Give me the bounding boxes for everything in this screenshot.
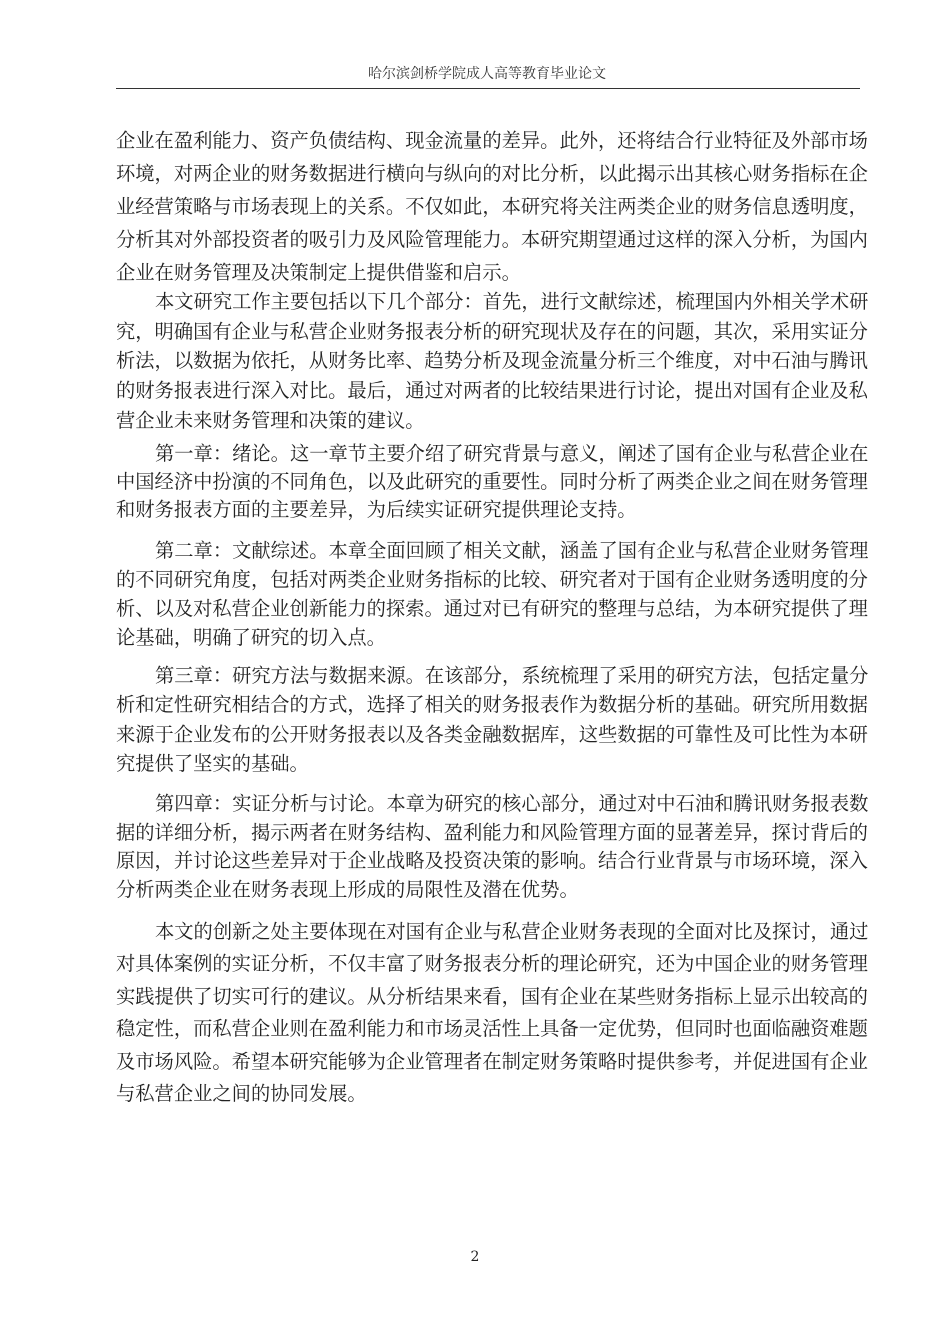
text-line: 第三章：研究方法与数据来源。在该部分，系统梳理了采用的研究方法，包括定量分 [155,664,869,687]
text-line: 及市场风险。希望本研究能够为企业管理者在制定财务策略时提供参考，并促进国有企业 [116,1049,868,1073]
text-line: 和财务报表方面的主要差异，为后续实证研究提供理论支持。 [116,498,637,521]
paragraph [116,661,869,778]
text-line: 究提供了坚实的基础。 [116,751,309,775]
text-line: 第二章：文献综述。本章全面回顾了相关文献，涵盖了国有企业与私营企业财务管理 [155,538,869,562]
text-line: 第四章：实证分析与讨论。本章为研究的核心部分，通过对中石油和腾讯财务报表数 [155,792,869,815]
text-line: 究，明确国有企业与私营企业财务报表分析的研究现状及存在的问题，其次，采用实证分 [116,319,868,343]
text-line: 分析其对外部投资者的吸引力及风险管理能力。本研究期望通过这样的深入分析，为国内 [116,227,868,251]
text-line: 的不同研究角度，包括对两类企业财务指标的比较、研究者对于国有企业财务透明度的分 [116,567,868,591]
text-line: 论基础，明确了研究的切入点。 [116,625,386,649]
header-rule [116,88,860,89]
text-line: 与私营企业之间的协同发展。 [116,1082,367,1106]
text-line: 来源于企业发布的公开财务报表以及各类金融数据库，这些数据的可靠性及可比性为本研 [116,722,868,746]
text-line: 中国经济中扮演的不同角色，以及此研究的重要性。同时分析了两类企业之间在财务管理 [116,470,868,493]
paragraph [116,916,869,1110]
text-line: 稳定性，而私营企业则在盈利能力和市场灵活性上具备一定优势，但同时也面临融资难题 [116,1017,868,1041]
text-line: 对具体案例的实证分析，不仅丰富了财务报表分析的理论研究，还为中国企业的财务管理 [116,952,868,976]
text-line: 析、以及对私营企业创新能力的探索。通过对已有研究的整理与总结，为本研究提供了理 [116,596,868,620]
text-line: 企业在盈利能力、资产负债结构、现金流量的差异。此外，还将结合行业特征及外部市场 [116,128,868,152]
text-line: 据的详细分析，揭示两者在财务结构、盈利能力和风险管理方面的显著差异，探讨背后的 [116,820,868,844]
text-line: 析和定性研究相结合的方式，选择了相关的财务报表作为数据分析的基础。研究所用数据 [116,693,868,717]
paragraph [116,440,869,524]
paragraph [116,790,869,905]
text-line: 第一章：绪论。这一章节主要介绍了研究背景与意义，阐述了国有企业与私营企业在 [155,442,869,465]
text-line: 营企业未来财务管理和决策的建议。 [116,408,425,432]
text-line: 环境，对两企业的财务数据进行横向与纵向的对比分析，以此揭示出其核心财务指标在企 [116,161,868,185]
text-line: 分析两类企业在财务表现上形成的局限性及潜在优势。 [116,878,579,902]
text-line: 实践提供了切实可行的建议。从分析结果来看，国有企业在某些财务指标上显示出较高的 [116,984,868,1008]
paragraph [116,124,868,289]
text-line: 析法，以数据为依托，从财务比率、趋势分析及现金流量分析三个维度，对中石油与腾讯 [116,349,868,373]
paragraph [116,536,869,652]
page-number: 2 [470,1249,480,1265]
text-line: 企业在财务管理及决策制定上提供借鉴和启示。 [116,260,521,284]
text-line: 业经营策略与市场表现上的关系。不仅如此，本研究将关注两类企业的财务信息透明度， [116,194,868,218]
paragraph [116,287,869,436]
text-line: 本文研究工作主要包括以下几个部分：首先，进行文献综述，梳理国内外相关学术研 [155,290,869,313]
text-line: 原因，并讨论这些差异对于企业战略及投资决策的影响。结合行业背景与市场环境，深入 [116,849,868,873]
running-header: 哈尔滨剑桥学院成人高等教育毕业论文 [368,66,606,82]
text-line: 本文的创新之处主要体现在对国有企业与私营企业财务表现的全面对比及探讨，通过 [155,920,869,943]
text-line: 的财务报表进行深入对比。最后，通过对两者的比较结果进行讨论，提出对国有企业及私 [116,379,868,403]
